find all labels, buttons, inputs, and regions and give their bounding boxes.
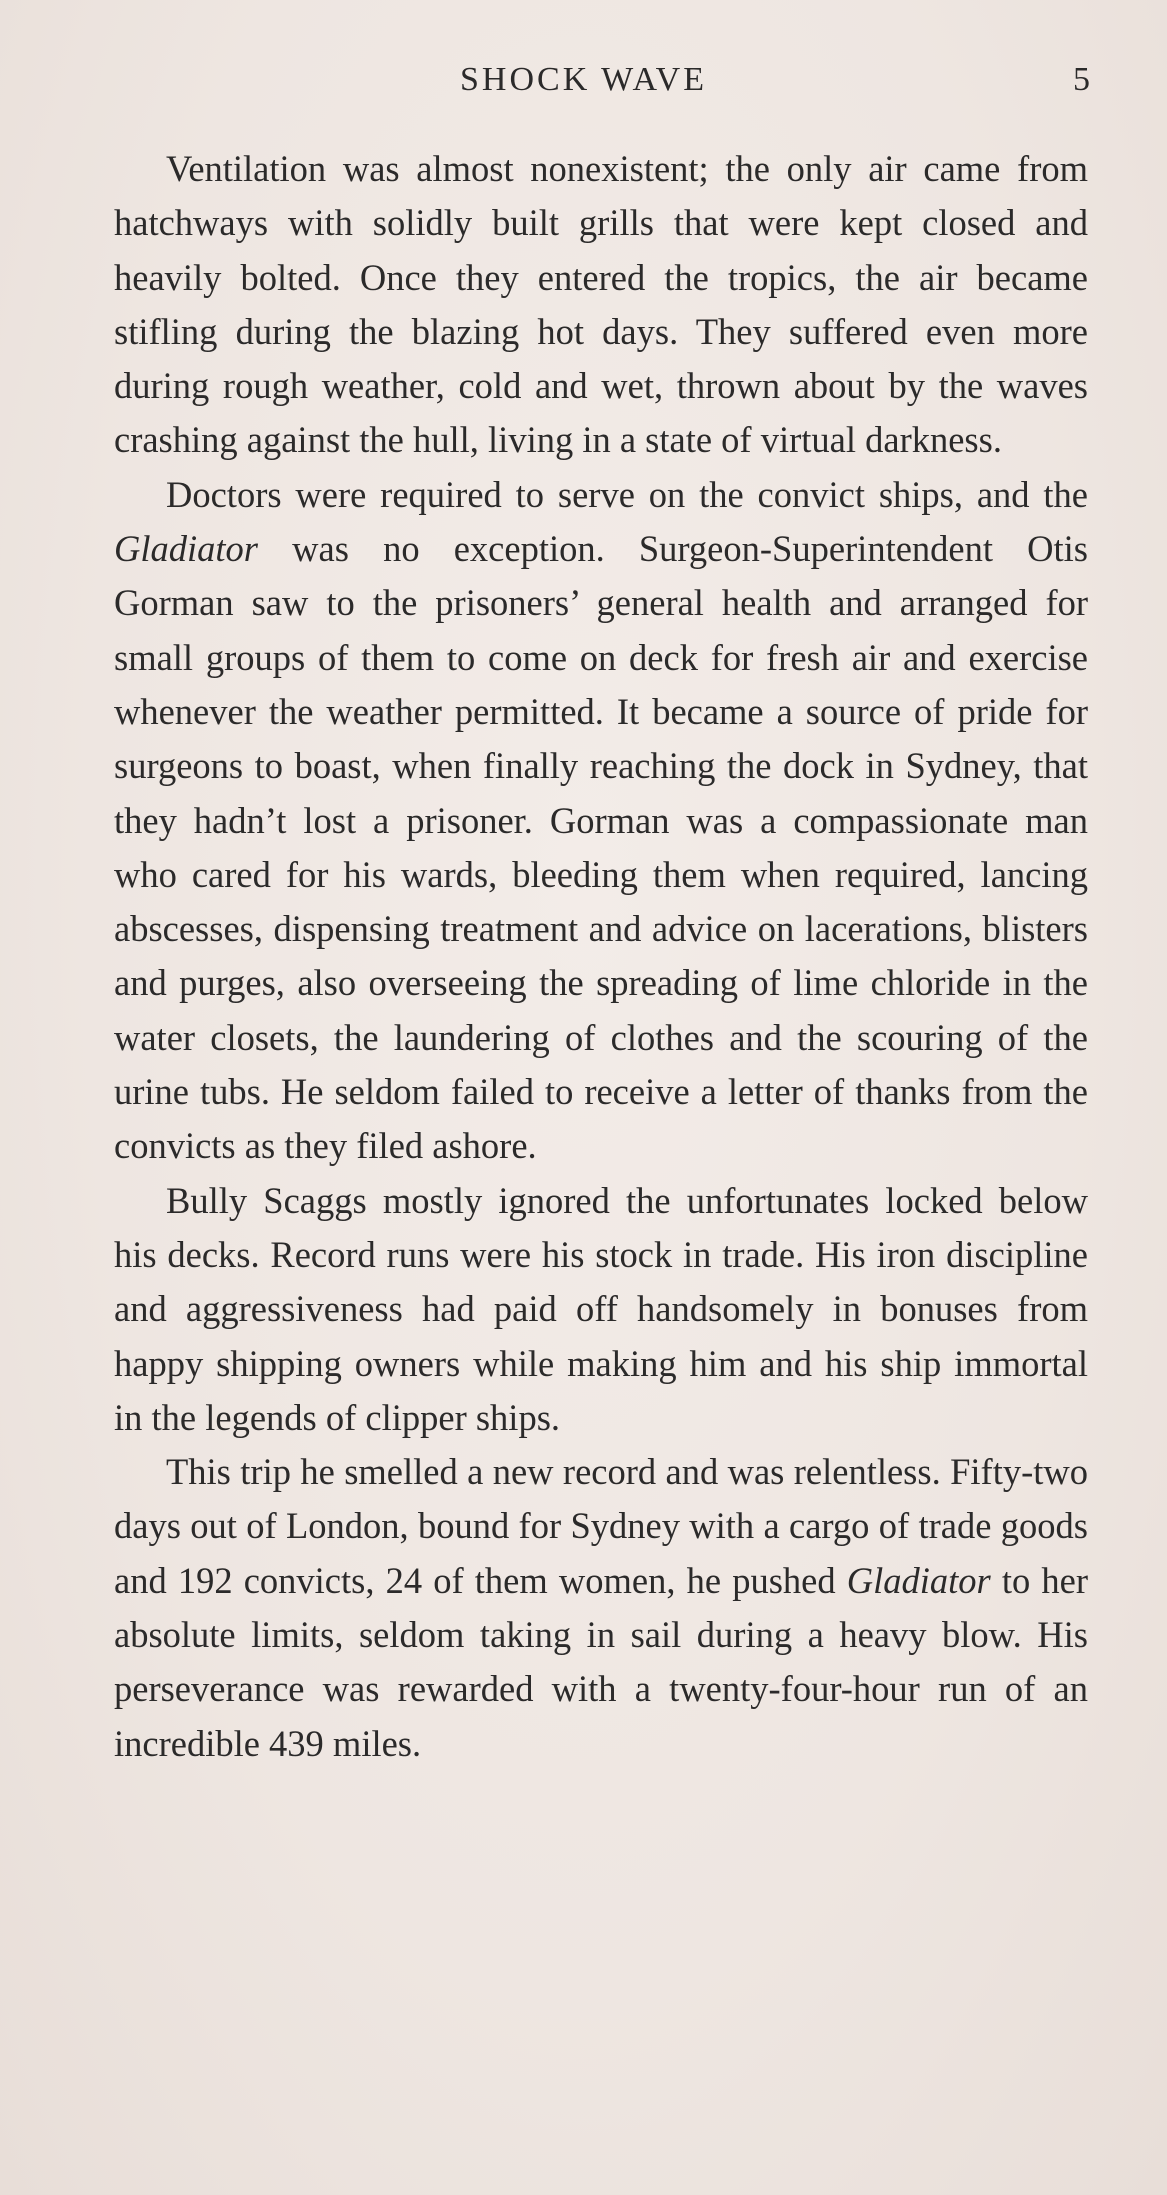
paragraph-doctors	[114, 468, 1088, 1174]
ship-name-italic: Gladiator	[114, 528, 258, 570]
page-number: 5	[1073, 61, 1090, 98]
paragraph-ventilation	[114, 142, 1088, 468]
running-title: SHOCK WAVE	[460, 61, 707, 98]
ship-name-italic: Gladiator	[846, 1559, 991, 1601]
paragraph-text: Bully Scaggs mostly ignored the unfortunates locked below his decks. Record runs were his stock in trade. His iron discipline and aggressiveness had paid off handsomely in bonuses from happy shipping owners while making him and his ship immortal in the legends of clipper ships.	[114, 1179, 1088, 1438]
running-head	[0, 58, 1167, 102]
paragraph-text: to her absolute limits, seldom taking in sail during a heavy blow. His perseverance was rewarded with a twenty-four-hour run of an incredible 439 miles.	[114, 1559, 1088, 1764]
paragraph-text: This trip he smelled a new record and was relentless. Fifty-two days out of London, bound for Sydney with a cargo of trade goods and 192 convicts, 24 of them women, he pushed	[114, 1451, 1088, 1601]
body-text	[114, 142, 1088, 1771]
paragraph-record-run	[114, 1445, 1088, 1771]
paragraph-text: was no exception. Surgeon-Superintendent Otis Gorman saw to the prisoners’ general health and arranged for small groups of them to come on deck for fresh air and exercise whenever the weather permitted. It became a source of pride for surgeons to boast, when finally reaching the dock in Sydney, that they hadn’t lost a prisoner. Gorman was a compassionate man who cared for his wards, bleeding them when required, lancing abscesses, dispensing treatment and advice on lacerations, blisters and purges, also overseeing the spreading of lime chloride in the water closets, the laundering of clothes and the scouring of the urine tubs. He seldom failed to receive a letter of thanks from the convicts as they filed ashore.	[114, 528, 1088, 1167]
paragraph-text: Doctors were required to serve on the convict ships, and the	[166, 473, 1088, 515]
paragraph-text: Ventilation was almost nonexistent; the only air came from hatchways with solidly built grills that were kept closed and heavily bolted. Once they entered the tropics, the air became stifling during the blazing hot days. They suffered even more during rough weather, cold and wet, thrown about by the waves crashing against the hull, living in a state of virtual darkness.	[114, 148, 1088, 461]
paragraph-bully-scaggs	[114, 1174, 1088, 1445]
